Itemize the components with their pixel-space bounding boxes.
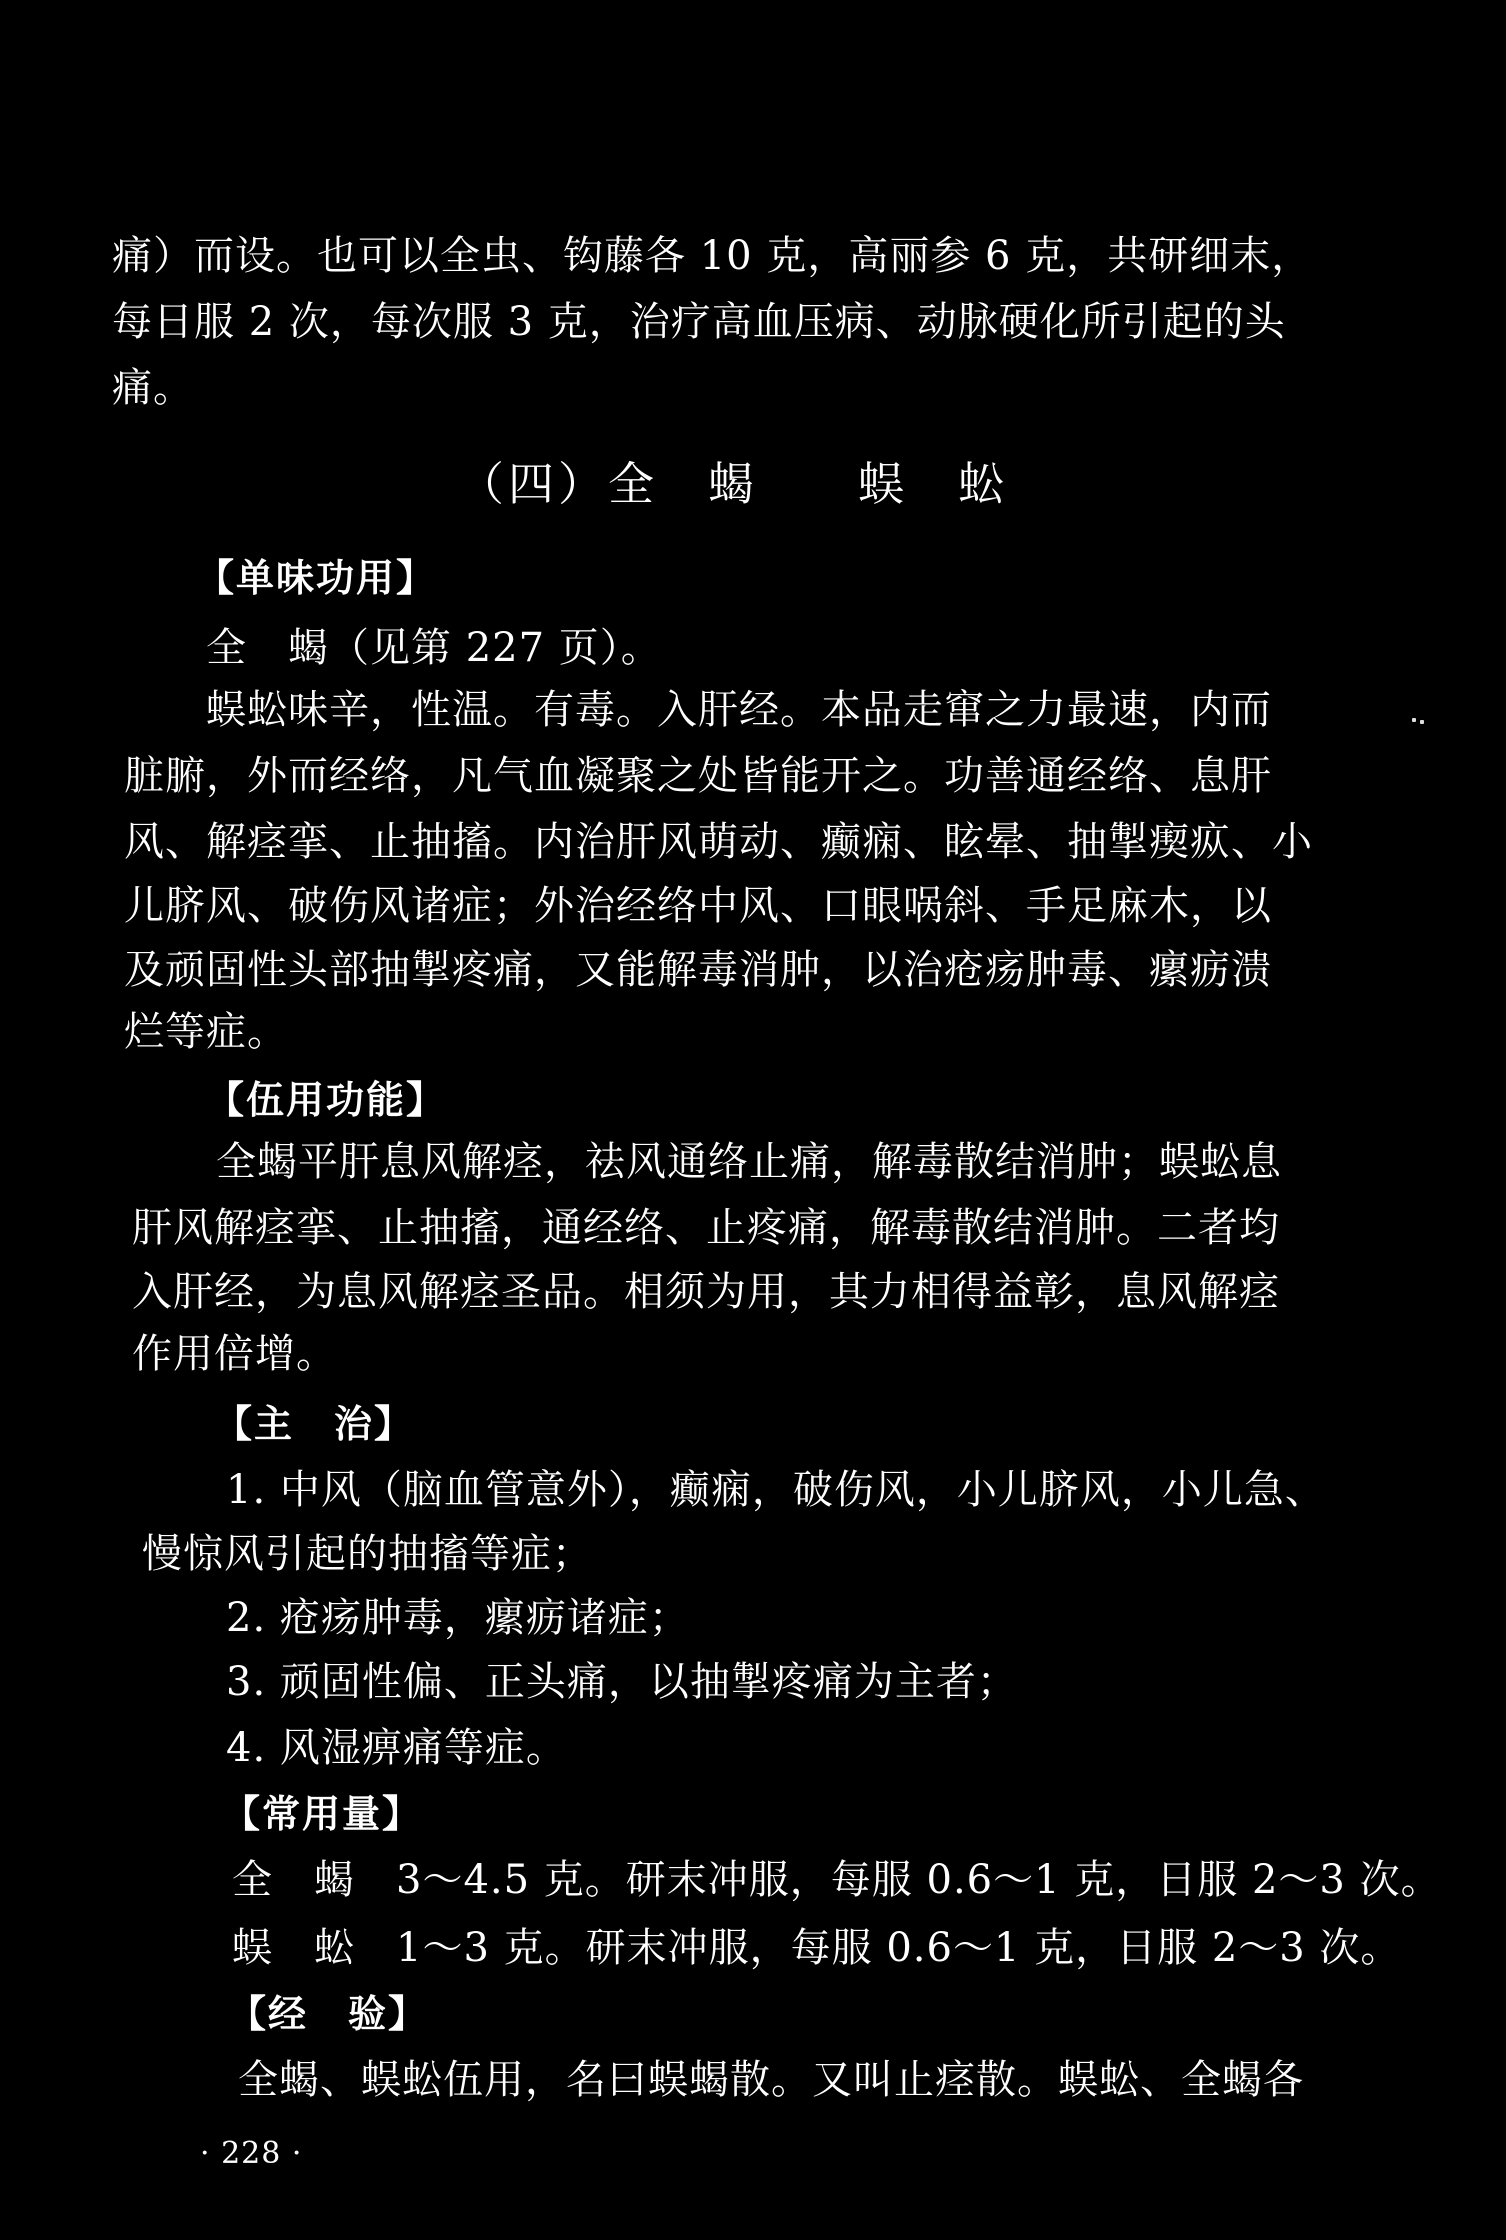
text-line: 作用倍增。 [132,1331,337,1377]
text-line: 蜈 蚣 1～3 克。研末冲服，每服 0.6～1 克，日服 2～3 次。 [232,1925,1402,1971]
text-line: 慢惊风引起的抽搐等症； [142,1531,593,1577]
scan-speck [1412,718,1416,722]
text-line: 全 蝎 3～4.5 克。研末冲服，每服 0.6～1 克，日服 2～3 次。 [232,1857,1442,1903]
text-line: 痛）而设。也可以全虫、钩藤各 10 克，高丽参 6 克，共研细末， [112,233,1313,279]
text-line: 烂等症。 [124,1009,288,1055]
text-line: 风、解痉挛、止抽搐。内治肝风萌动、癫痫、眩晕、抽掣瘈疭、小 [124,819,1313,865]
section-heading: 【常用量】 [222,1792,423,1836]
text-line: 每日服 2 次，每次服 3 克，治疗高血压病、动脉硬化所引起的头 [112,299,1286,345]
text-line: 蜈蚣味辛，性温。有毒。入肝经。本品走窜之力最速，内而 [206,687,1272,733]
section-heading: 【经 验】 [228,1992,429,2036]
text-line: 2. 疮疡肿毒，瘰疬诸症； [226,1595,690,1641]
text-line: 1. 中风（脑血管意外），癫痫，破伤风，小儿脐风，小儿急、 [226,1467,1326,1513]
text-line: 脏腑，外而经络，凡气血凝聚之处皆能开之。功善通经络、息肝 [124,753,1272,799]
text-line: 痛。 [112,365,194,411]
text-line: 及顽固性头部抽掣疼痛，又能解毒消肿，以治疮疡肿毒、瘰疬溃 [124,947,1272,993]
text-line: 全蝎平肝息风解痉，祛风通络止痛，解毒散结消肿；蜈蚣息 [216,1139,1282,1185]
text-line: 全 蝎（见第 227 页）。 [206,625,662,671]
text-line: 儿脐风、破伤风诸症；外治经络中风、口眼㖞斜、手足麻木，以 [124,883,1272,929]
text-line: 3. 顽固性偏、正头痛，以抽掣疼痛为主者； [226,1659,1018,1705]
page-number: · 228 · [200,2136,303,2171]
section-heading: 【主 治】 [214,1402,415,1446]
text-line: 入肝经，为息风解痉圣品。相须为用，其力相得益彰，息风解痉 [132,1269,1280,1315]
scan-speck [1420,720,1424,724]
text-line: 4. 风湿痹痛等症。 [226,1725,567,1771]
section-title: （四）全 蝎 蜈 蚣 [458,457,1008,511]
text-line: 全蝎、蜈蚣伍用，名曰蜈蝎散。又叫止痉散。蜈蚣、全蝎各 [238,2057,1304,2103]
section-heading: 【单味功用】 [196,556,437,600]
section-heading: 【伍用功能】 [206,1078,447,1122]
text-line: 肝风解痉挛、止抽搐，通经络、止疼痛，解毒散结消肿。二者均 [132,1205,1280,1251]
